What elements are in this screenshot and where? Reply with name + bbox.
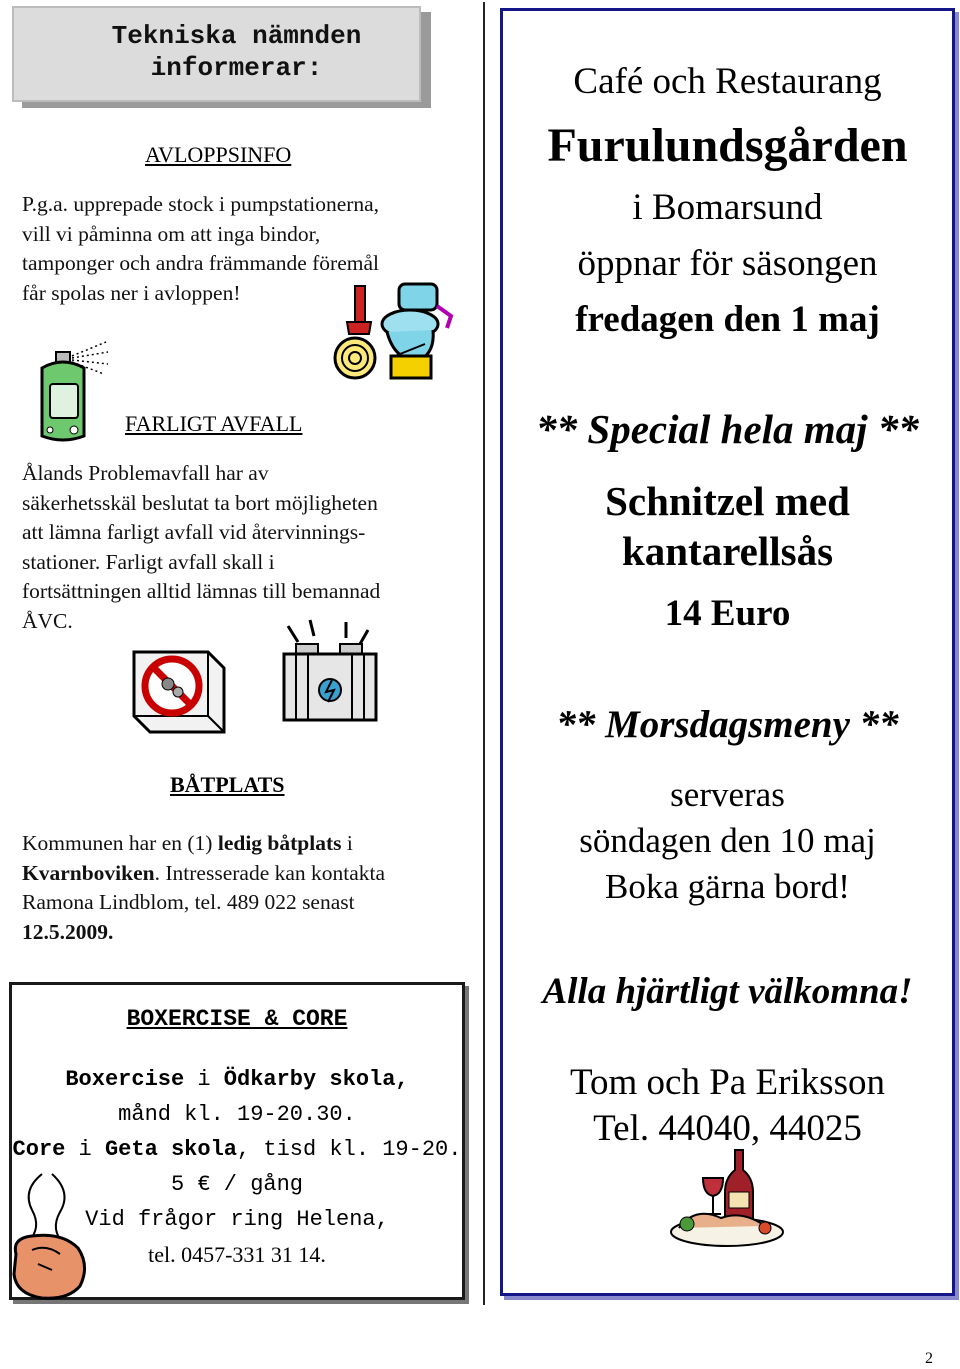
boxing-glove-icon — [2, 1170, 94, 1302]
farligt-line: stationer. Farligt avfall skall i — [22, 549, 275, 574]
batplats-text-a: Kommunen har en (1) — [22, 831, 218, 855]
hazardous-box-icon — [128, 646, 230, 736]
core-in: i — [65, 1137, 105, 1162]
avlopp-heading: AVLOPPSINFO — [145, 142, 292, 167]
hosts-name: Tom och Pa Eriksson — [570, 1062, 885, 1103]
battery-icon — [276, 616, 386, 728]
cafe-opens: öppnar för säsongen — [577, 243, 878, 284]
farligt-line: säkerhetsskäl beslutat ta bort möjligheten — [22, 490, 378, 515]
dish-line-2: kantarellsås — [621, 528, 834, 574]
spray-can-icon — [28, 338, 110, 444]
boxercise-line-3 — [9, 1132, 465, 1167]
dish-line-1: Schnitzel med — [605, 478, 850, 524]
farligt-line: att lämna farligt avfall vid återvinnings- — [22, 520, 366, 544]
hosts-block — [500, 1060, 955, 1152]
batplats-text-c: i — [341, 831, 353, 855]
boxercise-heading: BOXERCISE & CORE — [126, 1006, 348, 1032]
avlopp-line: får spolas ner i avloppen! — [22, 280, 241, 305]
mothers-day-heading: ** Morsdagsmeny ** — [556, 703, 899, 746]
core-place: Geta skola — [104, 1137, 237, 1162]
boxercise-line-2: månd kl. 19-20.30. — [118, 1102, 356, 1127]
special-price: 14 Euro — [664, 593, 791, 634]
core-activity: Core — [12, 1137, 66, 1162]
farligt-line: ÅVC. — [22, 608, 73, 633]
farligt-text — [22, 459, 380, 636]
boxercise-line-6: tel. 0457-331 31 14. — [148, 1242, 326, 1267]
farligt-heading: FARLIGT AVFALL — [125, 411, 303, 436]
core-time: , tisd kl. 19-20. — [237, 1137, 462, 1162]
mothers-day-info — [500, 772, 955, 910]
batplats-line-4 — [22, 918, 385, 948]
batplats-line-1 — [22, 829, 385, 859]
avlopp-line: vill vi påminna om att inga bindor, — [22, 221, 321, 246]
boxercise-in: i — [184, 1067, 224, 1092]
toilet-plumbing-icon — [325, 282, 455, 382]
served-line: serveras — [670, 775, 785, 814]
food-wine-icon — [665, 1148, 789, 1248]
served-date-line: söndagen den 10 maj — [579, 821, 876, 860]
special-heading: ** Special hela maj ** — [536, 406, 919, 452]
batplats-deadline: 12.5.2009. — [22, 919, 114, 944]
book-line: Boka gärna bord! — [605, 867, 850, 906]
cafe-name: Furulundsgården — [547, 119, 908, 172]
special-dish — [500, 476, 955, 576]
header-line-1: Tekniska nämnden — [111, 21, 362, 51]
cafe-open-date: fredagen den 1 maj — [575, 299, 880, 340]
batplats-highlight: ledig båtplats — [217, 831, 342, 855]
farligt-line: fortsättningen alltid lämnas till bemannad — [22, 579, 381, 603]
batplats-heading: BÅTPLATS — [170, 772, 285, 797]
cafe-location: i Bomarsund — [632, 187, 823, 228]
boxercise-line-5: Vid frågor ring Helena, — [85, 1207, 389, 1232]
boxercise-line-4: 5 € / gång — [170, 1172, 304, 1197]
header-line-2: informerar: — [150, 53, 323, 83]
batplats-place: Kvarnboviken — [22, 860, 155, 885]
column-divider — [483, 2, 485, 1305]
avlopp-line: P.g.a. upprepade stock i pumpstationerna, — [22, 192, 380, 216]
avlopp-line: tamponger och andra främmande föremål — [22, 251, 379, 275]
page-number: 2 — [925, 1350, 933, 1367]
batplats-contact: . Intresserade kan kontakta — [154, 860, 386, 885]
boxercise-place: Ödkarby skola, — [223, 1067, 409, 1092]
section-title — [12, 20, 461, 84]
hosts-phone: Tel. 44040, 44025 — [593, 1108, 862, 1149]
cafe-line-1: Café och Restaurang — [573, 61, 882, 102]
batplats-line-3: Ramona Lindblom, tel. 489 022 senast — [22, 890, 355, 914]
farligt-line: Ålands Problemavfall har av — [22, 461, 269, 485]
welcome-text: Alla hjärtligt välkomna! — [542, 971, 913, 1012]
batplats-line-2 — [22, 859, 385, 889]
boxercise-line-1 — [9, 1062, 465, 1097]
boxercise-activity: Boxercise — [65, 1067, 185, 1092]
batplats-text — [22, 829, 385, 947]
